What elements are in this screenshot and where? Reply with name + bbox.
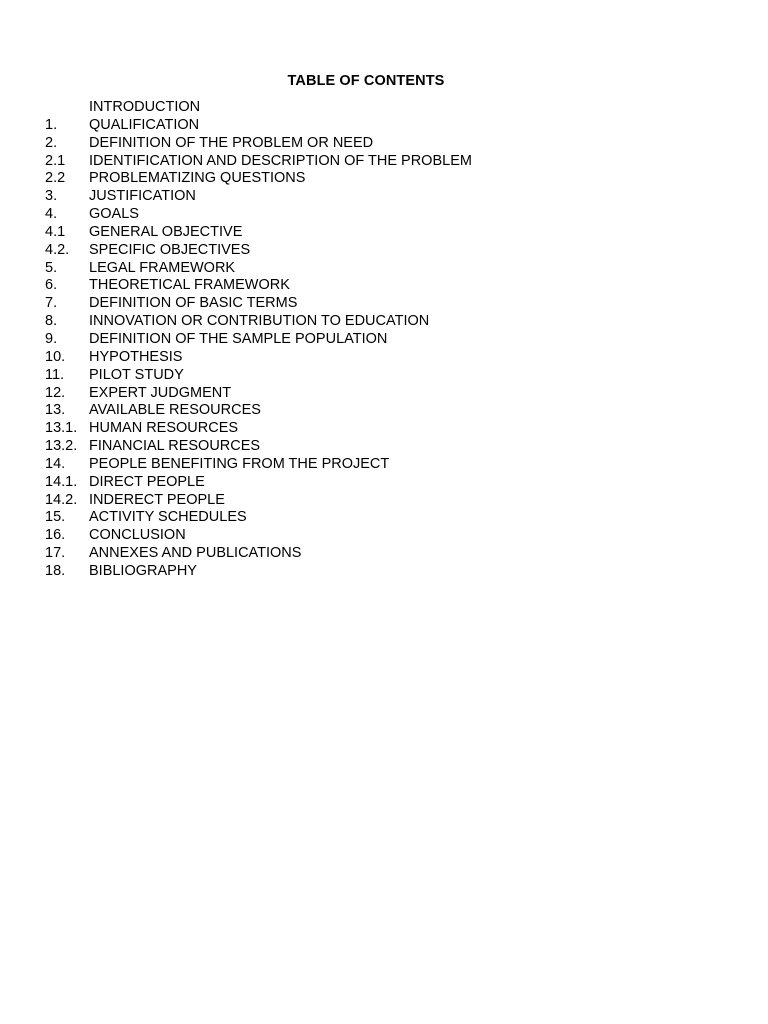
toc-entry-label: LEGAL FRAMEWORK — [89, 259, 236, 276]
toc-entry-number: 4.1 — [45, 223, 66, 240]
toc-entry-label: INDERECT PEOPLE — [89, 491, 225, 508]
toc-entry-number: 3. — [45, 188, 58, 205]
toc-entry-number: 6. — [45, 277, 58, 294]
toc-entry-number: 12. — [45, 384, 66, 401]
toc-entry-label: BIBLIOGRAPHY — [89, 562, 197, 579]
toc-entry-number: 2.1 — [45, 152, 66, 169]
toc-entry-label: IDENTIFICATION AND DESCRIPTION OF THE PROBLEM — [89, 152, 472, 169]
toc-entry-number: 2.2 — [45, 170, 66, 187]
toc-entry-label: DEFINITION OF BASIC TERMS — [89, 295, 298, 312]
toc-entry — [45, 474, 472, 492]
toc-entry-number: 7. — [45, 295, 58, 312]
toc-entry — [45, 206, 472, 224]
toc-entry — [45, 402, 472, 420]
toc-entry-label: INNOVATION OR CONTRIBUTION TO EDUCATION — [89, 313, 430, 330]
toc-entry — [45, 456, 472, 474]
toc-entry — [45, 349, 472, 367]
toc-entry-label: PEOPLE BENEFITING FROM THE PROJECT — [89, 455, 390, 472]
toc-entry-number: 14.2. — [45, 491, 78, 508]
toc-entry-label: QUALIFICATION — [89, 116, 200, 133]
toc-entry-number: 11. — [45, 366, 65, 383]
toc-list — [45, 99, 472, 581]
toc-entry-label: ANNEXES AND PUBLICATIONS — [89, 545, 302, 562]
toc-entry-number: 1. — [45, 116, 58, 133]
toc-entry-label: AVAILABLE RESOURCES — [89, 402, 261, 419]
toc-entry-label: ACTIVITY SCHEDULES — [89, 509, 247, 526]
toc-entry — [45, 260, 472, 278]
toc-entry-number: 4. — [45, 206, 58, 223]
toc-entry-label: HYPOTHESIS — [89, 348, 183, 365]
toc-entry-number: 15. — [45, 509, 66, 526]
toc-entry-number — [45, 99, 89, 117]
toc-entry — [45, 367, 472, 385]
toc-entry-number: 10. — [45, 348, 66, 365]
toc-entry — [45, 492, 472, 510]
toc-entry-label: INTRODUCTION — [89, 99, 201, 115]
toc-entry-label: DIRECT PEOPLE — [89, 473, 205, 490]
toc-entry-number: 13.1. — [45, 420, 78, 437]
toc-entry-label: CONCLUSION — [89, 527, 186, 544]
toc-entry-number: 2. — [45, 134, 58, 151]
toc-entry-label: SPECIFIC OBJECTIVES — [89, 241, 251, 258]
toc-entry-number: 4.2. — [45, 241, 70, 258]
toc-entry-label: FINANCIAL RESOURCES — [89, 438, 261, 455]
toc-entry — [45, 385, 472, 403]
toc-entry-number: 14.1. — [45, 473, 78, 490]
toc-entry — [45, 438, 472, 456]
toc-entry — [45, 295, 472, 313]
toc-entry-number: 14. — [45, 455, 66, 472]
toc-entry-number: 16. — [45, 527, 66, 544]
toc-entry-label: GENERAL OBJECTIVE — [89, 223, 243, 240]
toc-entry — [45, 527, 472, 545]
toc-entry — [45, 135, 472, 153]
toc-entry — [45, 188, 472, 206]
toc-entry-number: 9. — [45, 330, 58, 347]
toc-entry — [45, 170, 472, 188]
toc-entry-label: JUSTIFICATION — [89, 188, 196, 205]
toc-entry-label: HUMAN RESOURCES — [89, 420, 239, 437]
toc-entry — [45, 545, 472, 563]
toc-entry-number: 18. — [45, 562, 66, 579]
toc-entry — [45, 420, 472, 438]
toc-entry — [45, 117, 472, 135]
toc-entry-label: PROBLEMATIZING QUESTIONS — [89, 170, 306, 187]
toc-entry-label: GOALS — [89, 206, 139, 223]
toc-entry-number: 5. — [45, 259, 58, 276]
toc-entry-number: 13. — [45, 402, 66, 419]
toc-entry — [45, 242, 472, 260]
toc-entry-number: 13.2. — [45, 438, 78, 455]
toc-entry — [45, 224, 472, 242]
toc-title: TABLE OF CONTENTS — [287, 73, 445, 89]
toc-entry-label: THEORETICAL FRAMEWORK — [89, 277, 290, 294]
toc-entry-label: PILOT STUDY — [89, 366, 184, 383]
toc-entry — [45, 153, 472, 171]
toc-entry — [45, 99, 472, 117]
toc-entry — [45, 331, 472, 349]
toc-entry-label: DEFINITION OF THE PROBLEM OR NEED — [89, 134, 374, 151]
toc-entry — [45, 313, 472, 331]
toc-entry-label: EXPERT JUDGMENT — [89, 384, 232, 401]
toc-entry-number: 8. — [45, 313, 58, 330]
toc-entry — [45, 563, 472, 581]
toc-entry — [45, 509, 472, 527]
toc-entry-label: DEFINITION OF THE SAMPLE POPULATION — [89, 330, 388, 347]
toc-entry — [45, 277, 472, 295]
toc-entry-number: 17. — [45, 545, 66, 562]
